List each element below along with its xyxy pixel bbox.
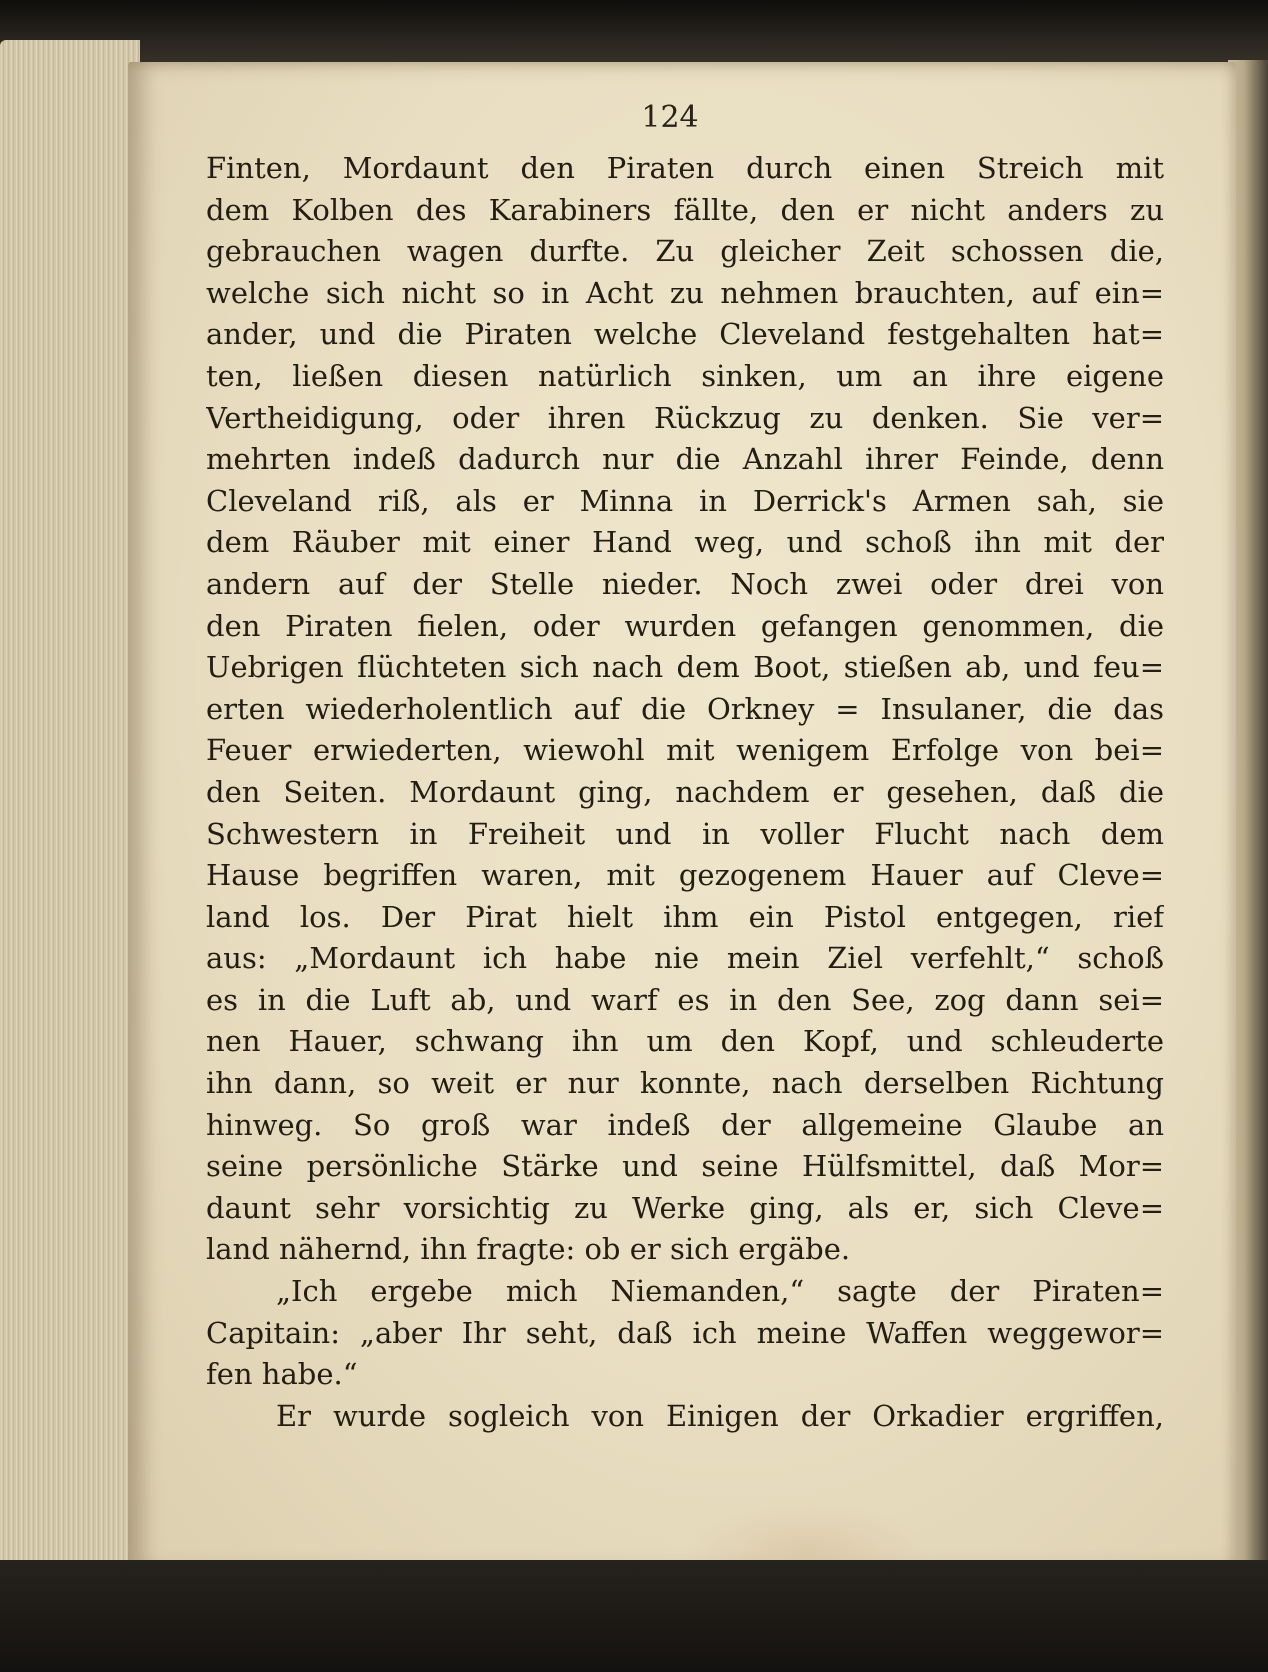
text-line: fen habe.“ — [206, 1357, 358, 1392]
text-line: Cleveland riß, als er Minna in Derrick's Armen sah, sie — [206, 483, 1164, 518]
text-line: seine persönliche Stärke und seine Hülfsmittel, daß Mor= — [206, 1149, 1164, 1184]
text-line: Schwestern in Freiheit und in voller Flucht nach dem — [206, 816, 1164, 851]
text-line: aus: „Mordaunt ich habe nie mein Ziel verfehlt,“ schoß — [206, 941, 1164, 976]
text-line: welche sich nicht so in Acht zu nehmen brauchten, auf ein= — [206, 275, 1164, 310]
text-line: land nähernd, ihn fragte: ob er sich ergäbe. — [206, 1232, 851, 1267]
text-line: Capitain: „aber Ihr seht, daß ich meine Waffen weggewor= — [206, 1315, 1164, 1350]
text-line: Feuer erwiederten, wiewohl mit wenigem Erfolge von bei= — [206, 733, 1164, 768]
text-line: erten wiederholentlich auf die Orkney = Insulaner, die das — [206, 691, 1164, 726]
text-line: „Ich ergebe mich Niemanden,“ sagte der Piraten= — [276, 1274, 1164, 1309]
text-line: nen Hauer, schwang ihn um den Kopf, und schleuderte — [206, 1024, 1164, 1059]
text-line: daunt sehr vorsichtig zu Werke ging, als er, sich Cleve= — [206, 1190, 1164, 1225]
text-line: Hause begriffen waren, mit gezogenem Hauer auf Cleve= — [206, 858, 1164, 893]
text-line: andern auf der Stelle nieder. Noch zwei oder drei von — [206, 566, 1164, 601]
page-edges-left — [0, 40, 140, 1600]
text-line: den Piraten fielen, oder wurden gefangen genommen, die — [206, 608, 1164, 643]
text-line: Uebrigen flüchteten sich nach dem Boot, stießen ab, und feu= — [206, 650, 1164, 685]
text-line: gebrauchen wagen durfte. Zu gleicher Zeit schossen die, — [206, 234, 1164, 269]
text-line: dem Räuber mit einer Hand weg, und schoß ihn mit der — [206, 525, 1164, 560]
text-line: ihn dann, so weit er nur konnte, nach derselben Richtung — [206, 1066, 1164, 1101]
text-line: mehrten indeß dadurch nur die Anzahl ihrer Feinde, denn — [206, 442, 1164, 477]
text-line: hinweg. So groß war indeß der allgemeine Glaube an — [206, 1107, 1164, 1142]
text-line: dem Kolben des Karabiners fällte, den er nicht anders zu — [206, 192, 1164, 227]
page-number: 124 — [641, 100, 699, 135]
text-line: Vertheidigung, oder ihren Rückzug zu denken. Sie ver= — [206, 400, 1164, 435]
text-line: ten, ließen diesen natürlich sinken, um an ihre eigene — [206, 358, 1164, 393]
text-line: ander, und die Piraten welche Cleveland festgehalten hat= — [206, 317, 1164, 352]
body-text — [206, 148, 1164, 1437]
text-line: Er wurde sogleich von Einigen der Orkadier ergriffen, — [276, 1398, 1164, 1433]
book-cover-top — [0, 0, 1268, 70]
book-cover-bottom — [0, 1560, 1268, 1672]
text-line: den Seiten. Mordaunt ging, nachdem er gesehen, daß die — [206, 774, 1164, 809]
text-line: Finten, Mordaunt den Piraten durch einen Streich mit — [206, 151, 1164, 185]
text-line: land los. Der Pirat hielt ihm ein Pistol entgegen, rief — [206, 899, 1164, 934]
text-line: es in die Luft ab, und warf es in den See, zog dann sei= — [206, 982, 1164, 1017]
